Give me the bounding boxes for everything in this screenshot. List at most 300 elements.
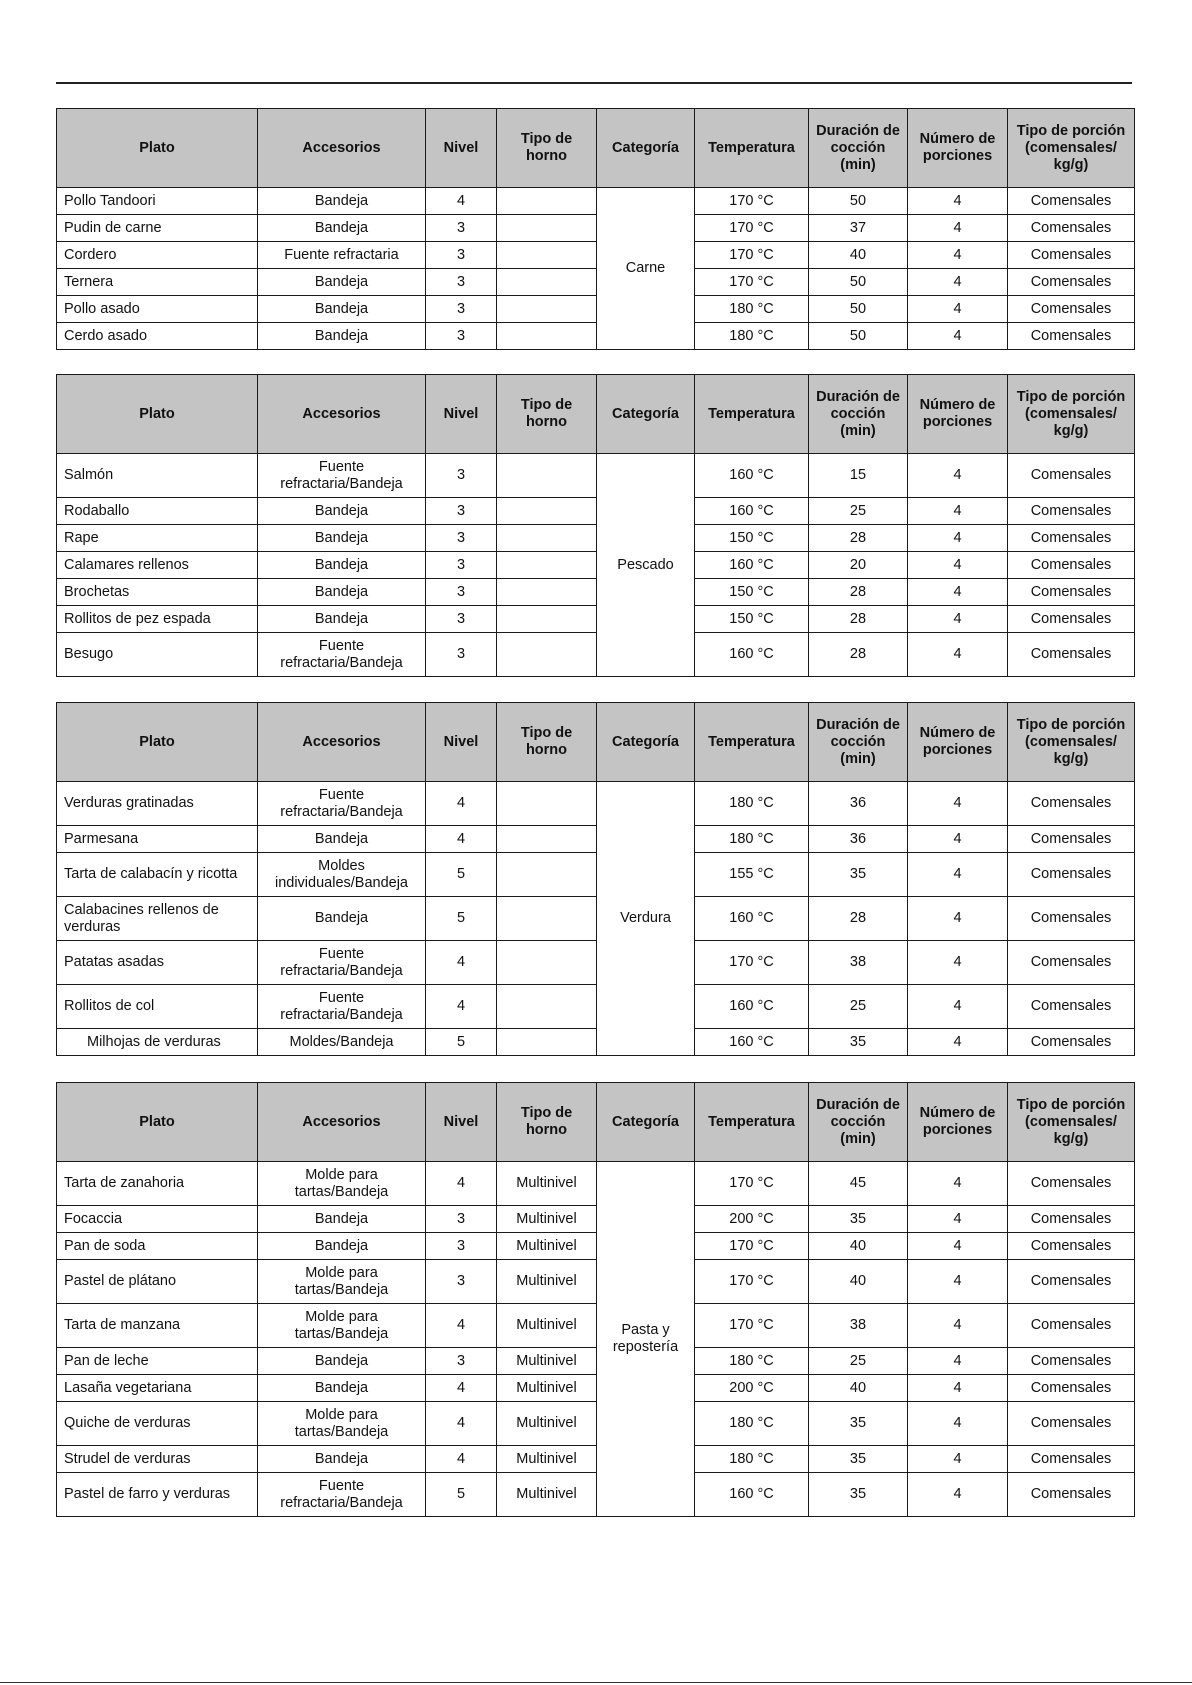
category-cell: Pescado [597,454,695,677]
cell-plato: Pan de soda [57,1233,258,1260]
cell-duracion: 25 [809,498,908,525]
table-row [57,1162,1135,1206]
cell-tipo-horno [497,323,597,350]
table-row [57,1233,1135,1260]
cell-tipo-horno [497,897,597,941]
cell-porciones: 4 [908,633,1008,677]
table-row [57,1029,1135,1056]
cell-duracion: 35 [809,1473,908,1517]
cell-nivel: 3 [426,215,497,242]
cooking-table-carne [56,108,1135,350]
cell-plato: Rollitos de pez espada [57,606,258,633]
cell-nivel: 4 [426,782,497,826]
cell-nivel: 3 [426,1206,497,1233]
table-row [57,1206,1135,1233]
cell-tipo-porcion: Comensales [1008,188,1135,215]
table-row [57,606,1135,633]
header-nivel: Nivel [426,703,497,782]
table-row [57,579,1135,606]
header-row [57,375,1135,454]
cell-tipo-porcion: Comensales [1008,1029,1135,1056]
cell-plato: Pastel de plátano [57,1260,258,1304]
header-tipo-porcion: Tipo de porción (comensales/ kg/g) [1008,109,1135,188]
cell-temperatura: 160 °C [695,985,809,1029]
cell-tipo-porcion: Comensales [1008,985,1135,1029]
cell-nivel: 3 [426,579,497,606]
cell-duracion: 28 [809,606,908,633]
cell-porciones: 4 [908,1375,1008,1402]
cell-tipo-porcion: Comensales [1008,269,1135,296]
cell-porciones: 4 [908,525,1008,552]
header-temperatura: Temperatura [695,703,809,782]
cell-nivel: 4 [426,1446,497,1473]
cell-duracion: 38 [809,1304,908,1348]
header-categoria: Categoría [597,1083,695,1162]
cell-nivel: 4 [426,1162,497,1206]
cell-plato: Ternera [57,269,258,296]
cell-nivel: 3 [426,454,497,498]
table-row [57,633,1135,677]
table-row [57,242,1135,269]
table-row [57,1402,1135,1446]
cell-tipo-porcion: Comensales [1008,579,1135,606]
header-tipo-porcion: Tipo de porción (comensales/ kg/g) [1008,703,1135,782]
header-accesorios: Accesorios [258,1083,426,1162]
cell-nivel: 5 [426,897,497,941]
header-numero: Número de porciones [908,1083,1008,1162]
cell-temperatura: 150 °C [695,579,809,606]
header-tipo-porcion: Tipo de porción (comensales/ kg/g) [1008,375,1135,454]
table-row [57,1473,1135,1517]
cell-temperatura: 180 °C [695,782,809,826]
cell-duracion: 35 [809,1402,908,1446]
cell-temperatura: 180 °C [695,323,809,350]
cell-plato: Pastel de farro y verduras [57,1473,258,1517]
cell-tipo-porcion: Comensales [1008,1348,1135,1375]
cell-tipo-porcion: Comensales [1008,606,1135,633]
cell-plato: Verduras gratinadas [57,782,258,826]
cell-tipo-porcion: Comensales [1008,1375,1135,1402]
table-row [57,1446,1135,1473]
category-cell: Verdura [597,782,695,1056]
table-row [57,941,1135,985]
cell-duracion: 28 [809,897,908,941]
cell-temperatura: 160 °C [695,1473,809,1517]
cell-nivel: 5 [426,853,497,897]
cell-porciones: 4 [908,242,1008,269]
cell-porciones: 4 [908,853,1008,897]
cell-temperatura: 170 °C [695,1162,809,1206]
cell-plato: Cordero [57,242,258,269]
cell-porciones: 4 [908,1206,1008,1233]
cell-tipo-horno [497,606,597,633]
cell-tipo-porcion: Comensales [1008,1402,1135,1446]
cell-accesorios: Bandeja [258,1206,426,1233]
cell-accesorios: Fuente refractaria/Bandeja [258,941,426,985]
cell-porciones: 4 [908,1260,1008,1304]
cell-accesorios: Bandeja [258,498,426,525]
cell-tipo-porcion: Comensales [1008,1206,1135,1233]
cell-plato: Pan de leche [57,1348,258,1375]
cell-nivel: 3 [426,552,497,579]
cell-tipo-horno [497,454,597,498]
cell-tipo-horno: Multinivel [497,1348,597,1375]
cell-accesorios: Bandeja [258,1348,426,1375]
header-numero: Número de porciones [908,109,1008,188]
cell-plato: Tarta de calabacín y ricotta [57,853,258,897]
cell-accesorios: Bandeja [258,826,426,853]
cell-porciones: 4 [908,1304,1008,1348]
cell-porciones: 4 [908,1402,1008,1446]
header-duracion: Duración de cocción (min) [809,375,908,454]
cell-temperatura: 180 °C [695,296,809,323]
cell-duracion: 50 [809,296,908,323]
cell-nivel: 5 [426,1029,497,1056]
cell-accesorios: Molde para tartas/Bandeja [258,1304,426,1348]
cell-nivel: 4 [426,188,497,215]
header-duracion: Duración de cocción (min) [809,109,908,188]
cell-nivel: 3 [426,296,497,323]
cell-tipo-porcion: Comensales [1008,1233,1135,1260]
category-cell: Pasta y repostería [597,1162,695,1517]
cell-porciones: 4 [908,941,1008,985]
cell-tipo-horno [497,498,597,525]
cell-tipo-horno [497,296,597,323]
table-row [57,985,1135,1029]
table-row [57,1348,1135,1375]
cell-accesorios: Bandeja [258,897,426,941]
cell-porciones: 4 [908,323,1008,350]
cell-porciones: 4 [908,454,1008,498]
cell-accesorios: Fuente refractaria [258,242,426,269]
header-plato: Plato [57,703,258,782]
cell-accesorios: Fuente refractaria/Bandeja [258,985,426,1029]
cell-temperatura: 170 °C [695,188,809,215]
cell-porciones: 4 [908,1348,1008,1375]
cell-porciones: 4 [908,826,1008,853]
cell-plato: Lasaña vegetariana [57,1375,258,1402]
cell-tipo-porcion: Comensales [1008,853,1135,897]
cell-porciones: 4 [908,579,1008,606]
cell-porciones: 4 [908,552,1008,579]
header-row [57,703,1135,782]
header-plato: Plato [57,109,258,188]
cell-tipo-porcion: Comensales [1008,296,1135,323]
cell-plato: Pudin de carne [57,215,258,242]
cell-accesorios: Moldes/Bandeja [258,1029,426,1056]
cell-tipo-horno [497,853,597,897]
cell-tipo-horno [497,269,597,296]
cell-temperatura: 155 °C [695,853,809,897]
cell-temperatura: 180 °C [695,1348,809,1375]
cell-plato: Pollo Tandoori [57,188,258,215]
cell-plato: Rodaballo [57,498,258,525]
cell-duracion: 35 [809,1446,908,1473]
cell-temperatura: 180 °C [695,1446,809,1473]
cell-duracion: 50 [809,188,908,215]
cooking-table-pasta-reposteria [56,1082,1135,1517]
cell-tipo-porcion: Comensales [1008,1446,1135,1473]
cell-nivel: 4 [426,1402,497,1446]
cell-accesorios: Fuente refractaria/Bandeja [258,1473,426,1517]
cell-accesorios: Moldes individuales/Bandeja [258,853,426,897]
cell-nivel: 3 [426,242,497,269]
cell-plato: Calabacines rellenos de verduras [57,897,258,941]
cell-duracion: 50 [809,269,908,296]
cell-tipo-horno [497,782,597,826]
cell-plato: Calamares rellenos [57,552,258,579]
cell-porciones: 4 [908,897,1008,941]
cell-tipo-porcion: Comensales [1008,1304,1135,1348]
header-categoria: Categoría [597,375,695,454]
table-row [57,1304,1135,1348]
header-categoria: Categoría [597,703,695,782]
cell-tipo-horno [497,579,597,606]
cell-temperatura: 170 °C [695,1233,809,1260]
table-row [57,853,1135,897]
table-row [57,782,1135,826]
cell-duracion: 40 [809,1375,908,1402]
category-cell: Carne [597,188,695,350]
cell-accesorios: Bandeja [258,606,426,633]
cell-tipo-porcion: Comensales [1008,1473,1135,1517]
cell-nivel: 3 [426,1348,497,1375]
cell-temperatura: 160 °C [695,897,809,941]
cell-porciones: 4 [908,498,1008,525]
cell-accesorios: Bandeja [258,296,426,323]
cell-tipo-porcion: Comensales [1008,454,1135,498]
table-row [57,897,1135,941]
cell-plato: Patatas asadas [57,941,258,985]
top-rule [56,82,1132,84]
cell-nivel: 3 [426,323,497,350]
cell-tipo-porcion: Comensales [1008,1260,1135,1304]
cell-tipo-horno [497,188,597,215]
cell-nivel: 3 [426,1233,497,1260]
header-numero: Número de porciones [908,703,1008,782]
cell-plato: Parmesana [57,826,258,853]
header-temperatura: Temperatura [695,109,809,188]
cell-temperatura: 150 °C [695,606,809,633]
cell-tipo-horno: Multinivel [497,1402,597,1446]
header-accesorios: Accesorios [258,703,426,782]
cell-plato: Focaccia [57,1206,258,1233]
header-temperatura: Temperatura [695,1083,809,1162]
cell-tipo-horno [497,525,597,552]
table-row [57,269,1135,296]
header-tipo-horno: Tipo de horno [497,1083,597,1162]
cell-duracion: 20 [809,552,908,579]
cell-accesorios: Bandeja [258,552,426,579]
cell-porciones: 4 [908,188,1008,215]
cell-plato: Rollitos de col [57,985,258,1029]
cell-temperatura: 170 °C [695,1260,809,1304]
cell-nivel: 3 [426,498,497,525]
cell-duracion: 28 [809,579,908,606]
header-row [57,109,1135,188]
table-row [57,826,1135,853]
cell-porciones: 4 [908,1446,1008,1473]
cell-temperatura: 160 °C [695,498,809,525]
cell-tipo-porcion: Comensales [1008,525,1135,552]
cell-duracion: 25 [809,985,908,1029]
cell-tipo-porcion: Comensales [1008,941,1135,985]
cell-plato: Quiche de verduras [57,1402,258,1446]
header-duracion: Duración de cocción (min) [809,703,908,782]
table-row [57,454,1135,498]
cell-tipo-horno [497,941,597,985]
cell-accesorios: Bandeja [258,323,426,350]
cell-temperatura: 160 °C [695,633,809,677]
table-row [57,296,1135,323]
cell-nivel: 4 [426,826,497,853]
cell-tipo-horno [497,826,597,853]
cell-tipo-porcion: Comensales [1008,215,1135,242]
header-nivel: Nivel [426,375,497,454]
cell-tipo-porcion: Comensales [1008,498,1135,525]
cell-tipo-horno [497,215,597,242]
cell-accesorios: Bandeja [258,579,426,606]
header-categoria: Categoría [597,109,695,188]
header-duracion: Duración de cocción (min) [809,1083,908,1162]
cell-tipo-horno [497,985,597,1029]
cell-temperatura: 160 °C [695,1029,809,1056]
cell-plato: Brochetas [57,579,258,606]
cell-duracion: 35 [809,1029,908,1056]
cell-tipo-horno: Multinivel [497,1446,597,1473]
cell-duracion: 37 [809,215,908,242]
cell-duracion: 38 [809,941,908,985]
cell-nivel: 3 [426,1260,497,1304]
cell-duracion: 28 [809,525,908,552]
table-row [57,215,1135,242]
cell-porciones: 4 [908,1473,1008,1517]
bottom-rule [0,1682,1192,1683]
cell-accesorios: Bandeja [258,269,426,296]
cell-temperatura: 150 °C [695,525,809,552]
cell-tipo-horno: Multinivel [497,1206,597,1233]
cell-accesorios: Bandeja [258,525,426,552]
cell-plato: Salmón [57,454,258,498]
cell-tipo-horno: Multinivel [497,1304,597,1348]
cell-tipo-porcion: Comensales [1008,826,1135,853]
cell-nivel: 5 [426,1473,497,1517]
cell-duracion: 36 [809,782,908,826]
table-row [57,1375,1135,1402]
cell-accesorios: Bandeja [258,1446,426,1473]
cell-accesorios: Bandeja [258,1375,426,1402]
cell-accesorios: Bandeja [258,215,426,242]
cell-plato: Cerdo asado [57,323,258,350]
cell-nivel: 3 [426,525,497,552]
header-nivel: Nivel [426,109,497,188]
cell-porciones: 4 [908,1162,1008,1206]
cell-temperatura: 170 °C [695,1304,809,1348]
cell-duracion: 35 [809,853,908,897]
header-tipo-horno: Tipo de horno [497,703,597,782]
header-nivel: Nivel [426,1083,497,1162]
table-row [57,552,1135,579]
cell-accesorios: Molde para tartas/Bandeja [258,1402,426,1446]
cell-temperatura: 180 °C [695,1402,809,1446]
header-tipo-horno: Tipo de horno [497,109,597,188]
cell-duracion: 50 [809,323,908,350]
cell-nivel: 3 [426,269,497,296]
cell-porciones: 4 [908,269,1008,296]
cell-tipo-horno [497,1029,597,1056]
header-plato: Plato [57,375,258,454]
cell-temperatura: 170 °C [695,215,809,242]
cell-nivel: 4 [426,1375,497,1402]
cell-temperatura: 170 °C [695,242,809,269]
cell-tipo-horno: Multinivel [497,1375,597,1402]
header-numero: Número de porciones [908,375,1008,454]
cell-plato: Rape [57,525,258,552]
cell-plato: Milhojas de verduras [57,1029,258,1056]
cell-duracion: 25 [809,1348,908,1375]
cell-plato: Besugo [57,633,258,677]
cell-tipo-porcion: Comensales [1008,242,1135,269]
cell-tipo-horno: Multinivel [497,1162,597,1206]
table-row [57,1260,1135,1304]
cell-duracion: 40 [809,1260,908,1304]
cell-plato: Tarta de manzana [57,1304,258,1348]
cell-accesorios: Fuente refractaria/Bandeja [258,454,426,498]
header-row [57,1083,1135,1162]
cooking-table-pescado [56,374,1135,677]
cooking-table-verdura [56,702,1135,1056]
cell-duracion: 36 [809,826,908,853]
cell-tipo-horno: Multinivel [497,1473,597,1517]
cell-temperatura: 200 °C [695,1375,809,1402]
cell-tipo-porcion: Comensales [1008,633,1135,677]
table-row [57,323,1135,350]
cell-temperatura: 160 °C [695,552,809,579]
cell-tipo-porcion: Comensales [1008,1162,1135,1206]
table-row [57,525,1135,552]
cell-temperatura: 170 °C [695,941,809,985]
cell-plato: Pollo asado [57,296,258,323]
header-tipo-porcion: Tipo de porción (comensales/ kg/g) [1008,1083,1135,1162]
cell-duracion: 40 [809,1233,908,1260]
cell-accesorios: Molde para tartas/Bandeja [258,1260,426,1304]
cell-porciones: 4 [908,296,1008,323]
cell-porciones: 4 [908,1233,1008,1260]
cell-porciones: 4 [908,606,1008,633]
cell-tipo-porcion: Comensales [1008,782,1135,826]
cell-tipo-horno: Multinivel [497,1260,597,1304]
header-temperatura: Temperatura [695,375,809,454]
cell-plato: Tarta de zanahoria [57,1162,258,1206]
cell-porciones: 4 [908,782,1008,826]
cell-temperatura: 200 °C [695,1206,809,1233]
cell-temperatura: 160 °C [695,454,809,498]
cell-nivel: 3 [426,633,497,677]
cell-accesorios: Fuente refractaria/Bandeja [258,633,426,677]
cell-accesorios: Fuente refractaria/Bandeja [258,782,426,826]
cell-tipo-horno [497,633,597,677]
cell-accesorios: Bandeja [258,188,426,215]
cell-duracion: 28 [809,633,908,677]
cell-porciones: 4 [908,215,1008,242]
cell-accesorios: Bandeja [258,1233,426,1260]
cell-temperatura: 180 °C [695,826,809,853]
cell-porciones: 4 [908,985,1008,1029]
header-plato: Plato [57,1083,258,1162]
cell-tipo-porcion: Comensales [1008,552,1135,579]
header-accesorios: Accesorios [258,375,426,454]
header-accesorios: Accesorios [258,109,426,188]
